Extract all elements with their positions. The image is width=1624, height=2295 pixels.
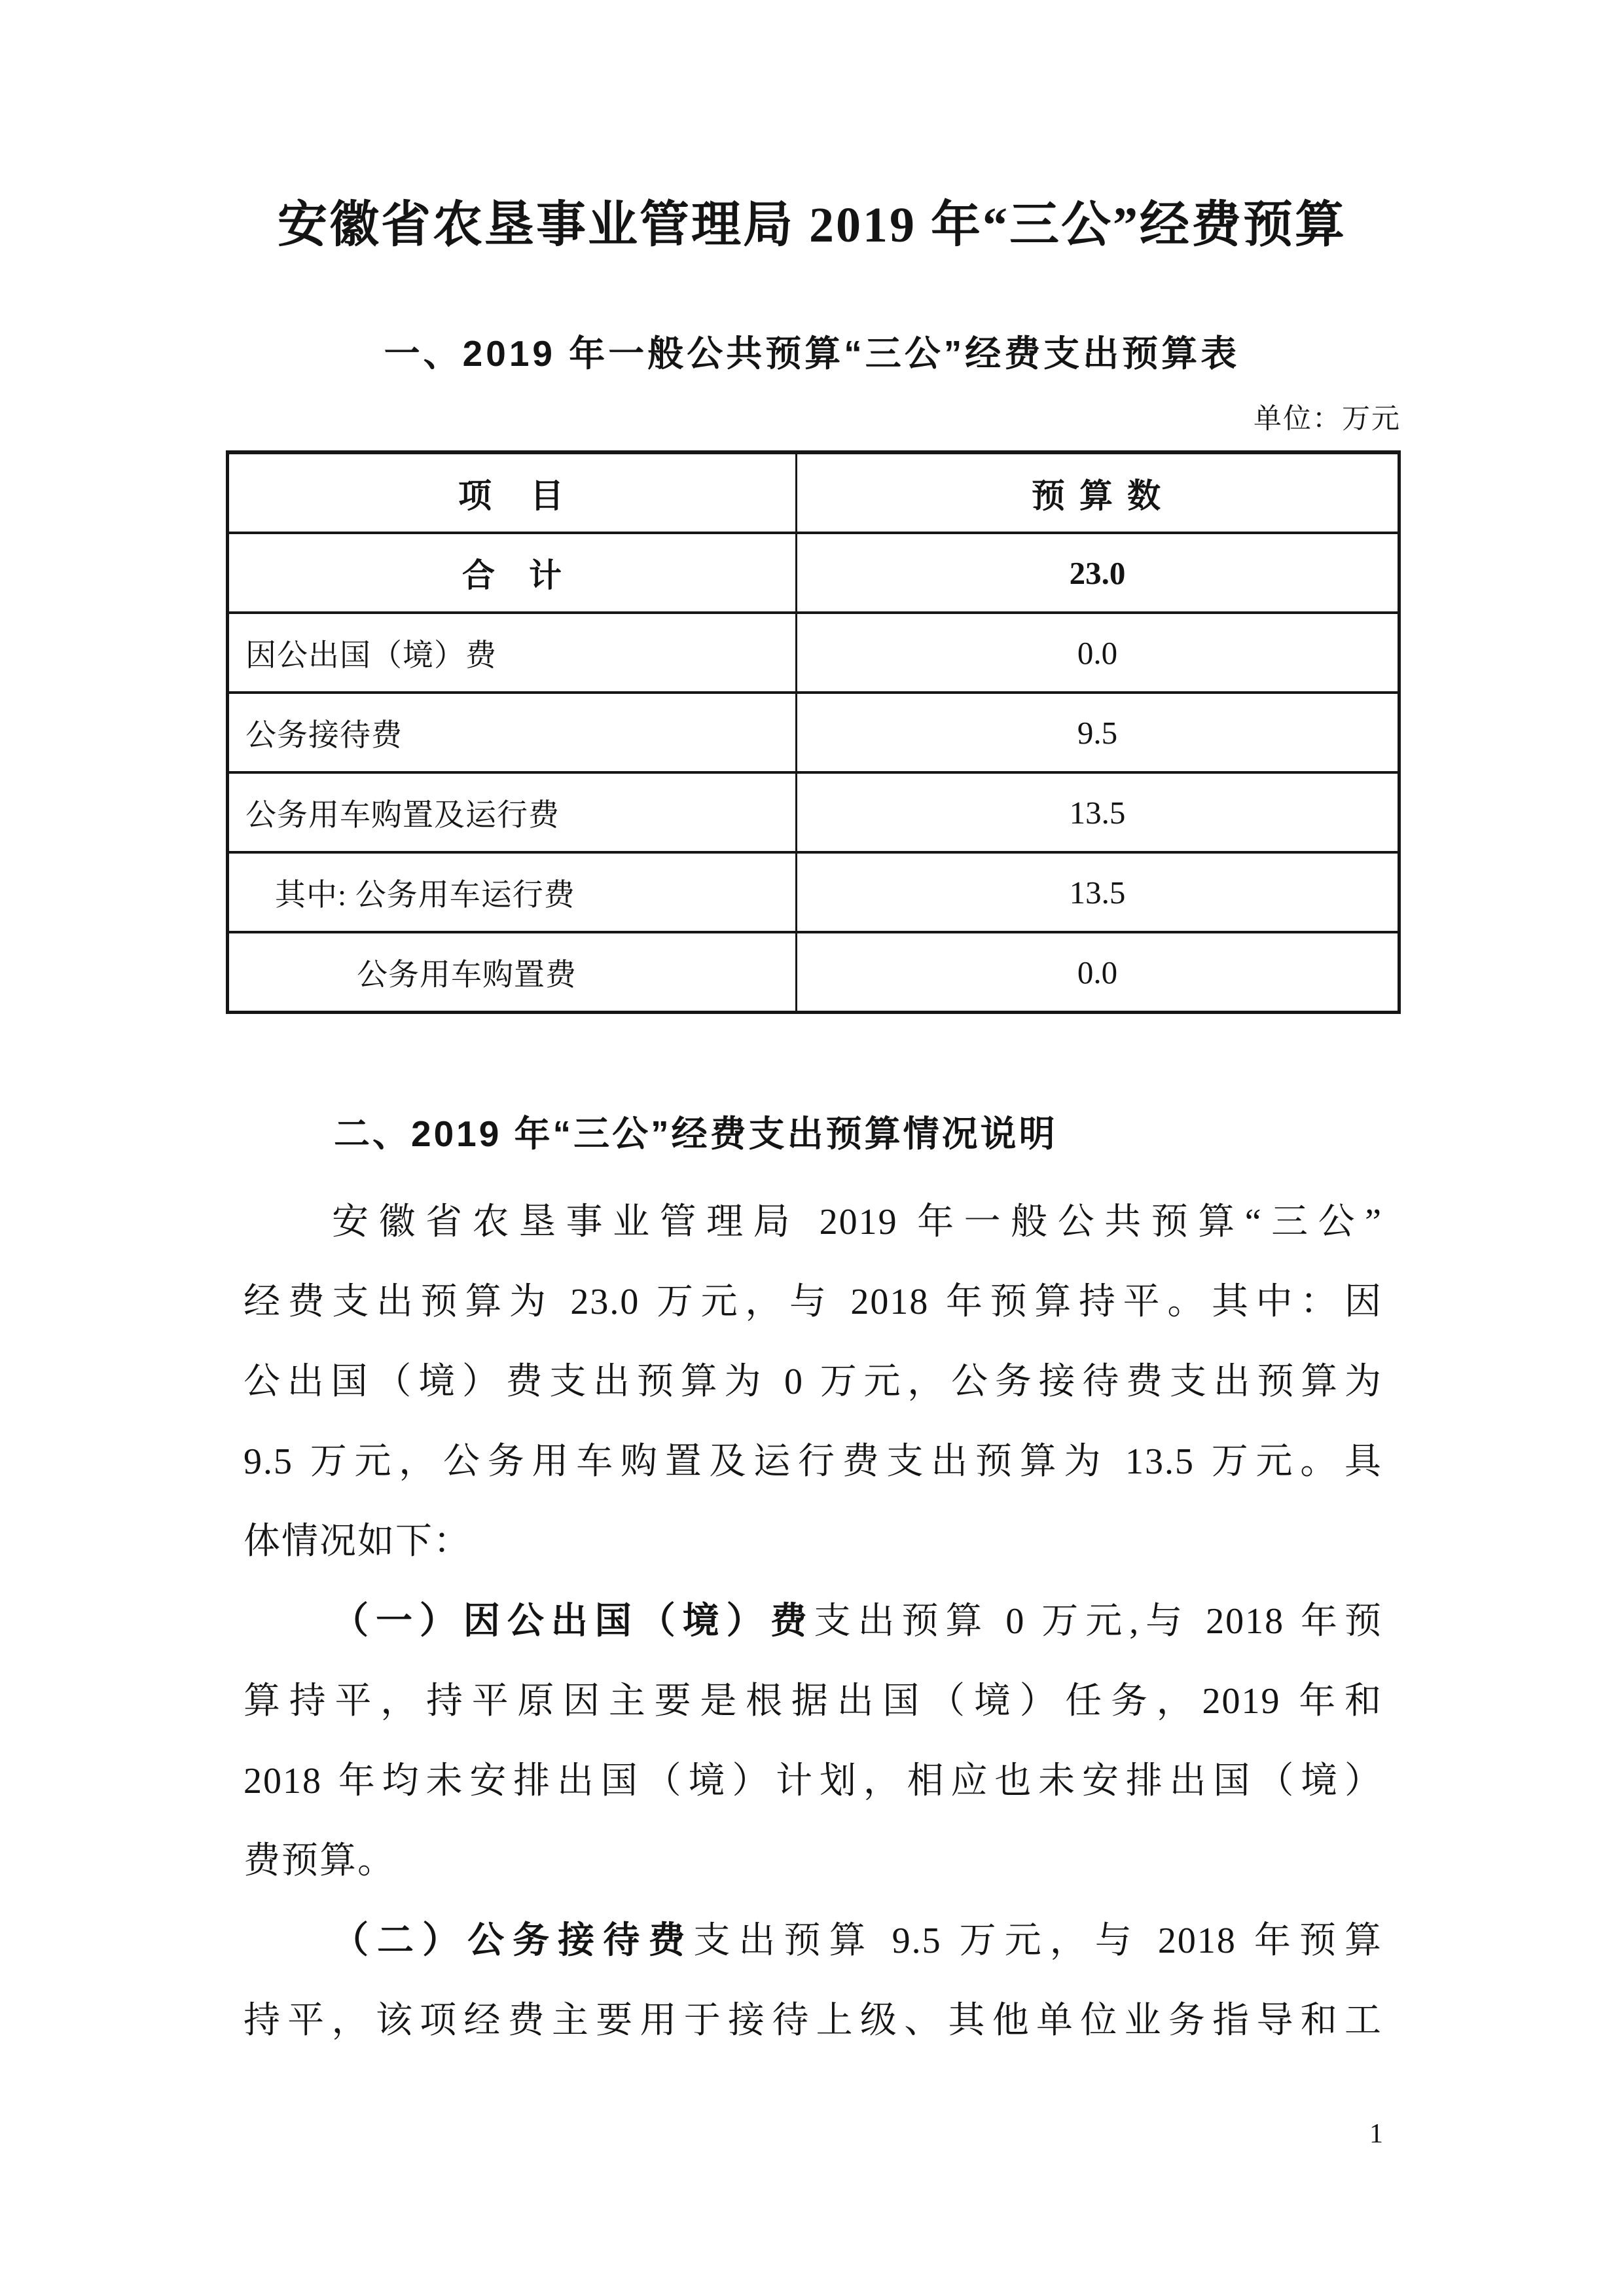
line-text: 支出预算 9.5 万元，与 2018 年预算 bbox=[693, 1921, 1382, 1961]
line-text-bold: （二）公务接待费 bbox=[332, 1921, 694, 1961]
line-text: 安徽省农垦事业管理局 2019 年一般公共预算“三公” bbox=[332, 1202, 1382, 1242]
row-item-value: 13.5 bbox=[1069, 794, 1126, 831]
paragraph-line bbox=[244, 1821, 1382, 1901]
row-item-value: 0.0 bbox=[1077, 954, 1118, 990]
paragraph-line bbox=[244, 1422, 1382, 1502]
line-text: 支出预算 0 万元,与 2018 年预 bbox=[814, 1601, 1382, 1642]
row-item-value: 0.0 bbox=[1077, 634, 1118, 671]
unit-label: 单位：万元 bbox=[1254, 404, 1401, 435]
row-item-value: 13.5 bbox=[1069, 874, 1126, 911]
table-header-value: 预 算 数 bbox=[1031, 477, 1164, 515]
row-item-label: 其中: 公务用车运行费 bbox=[229, 854, 797, 931]
table-row bbox=[229, 851, 1398, 931]
line-text: 算持平，持平原因主要是根据出国（境）任务，2019 年和 bbox=[244, 1681, 1382, 1722]
line-text: 2018 年均未安排出国（境）计划，相应也未安排出国（境） bbox=[244, 1761, 1382, 1801]
paragraph-line bbox=[244, 1901, 1382, 1981]
row-item-label: 因公出国（境）费 bbox=[229, 614, 797, 691]
table-row bbox=[229, 931, 1398, 1011]
table-row bbox=[229, 771, 1398, 851]
paragraph-line bbox=[244, 1741, 1382, 1821]
line-text-bold: （一）因公出国（境）费 bbox=[332, 1601, 814, 1642]
section1-heading: 一、2019 年一般公共预算“三公”经费支出预算表 bbox=[384, 333, 1240, 374]
paragraph-line bbox=[244, 1581, 1382, 1661]
row-item-value: 9.5 bbox=[1077, 714, 1118, 751]
row-item-label: 公务用车购置及运行费 bbox=[229, 774, 797, 851]
paragraph-line bbox=[244, 1661, 1382, 1741]
page-title: 安徽省农垦事业管理局 2019 年“三公”经费预算 bbox=[278, 198, 1346, 253]
paragraph-line bbox=[244, 1342, 1382, 1422]
budget-table bbox=[226, 450, 1401, 1014]
line-text: 经费支出预算为 23.0 万元，与 2018 年预算持平。其中：因 bbox=[244, 1282, 1382, 1322]
paragraph-line bbox=[244, 1262, 1382, 1342]
page-number: 1 bbox=[1369, 2119, 1383, 2149]
line-text: 费预算。 bbox=[244, 1841, 395, 1881]
paragraph-line bbox=[244, 1981, 1382, 2061]
row-item-label: 公务用车购置费 bbox=[229, 933, 797, 1011]
line-text: 9.5 万元，公务用车购置及运行费支出预算为 13.5 万元。具 bbox=[244, 1441, 1382, 1482]
table-row bbox=[229, 611, 1398, 691]
row-item-value: 23.0 bbox=[1069, 554, 1126, 591]
paragraph-line bbox=[244, 1502, 1382, 1581]
section2-heading: 二、2019 年“三公”经费支出预算情况说明 bbox=[334, 1113, 1058, 1154]
paragraph-line bbox=[244, 1182, 1382, 1262]
line-text: 公出国（境）费支出预算为 0 万元，公务接待费支出预算为 bbox=[244, 1362, 1382, 1402]
table-row bbox=[229, 532, 1398, 611]
table-header-row bbox=[229, 454, 1398, 532]
row-item-label: 合 计 bbox=[229, 534, 797, 611]
line-text: 持平，该项经费主要用于接待上级、其他单位业务指导和工 bbox=[244, 2000, 1382, 2041]
table-row bbox=[229, 691, 1398, 771]
row-item-label: 公务接待费 bbox=[229, 694, 797, 771]
table-header-item: 项 目 bbox=[229, 454, 797, 532]
line-text: 体情况如下： bbox=[244, 1521, 471, 1562]
body-text bbox=[244, 1182, 1382, 2061]
